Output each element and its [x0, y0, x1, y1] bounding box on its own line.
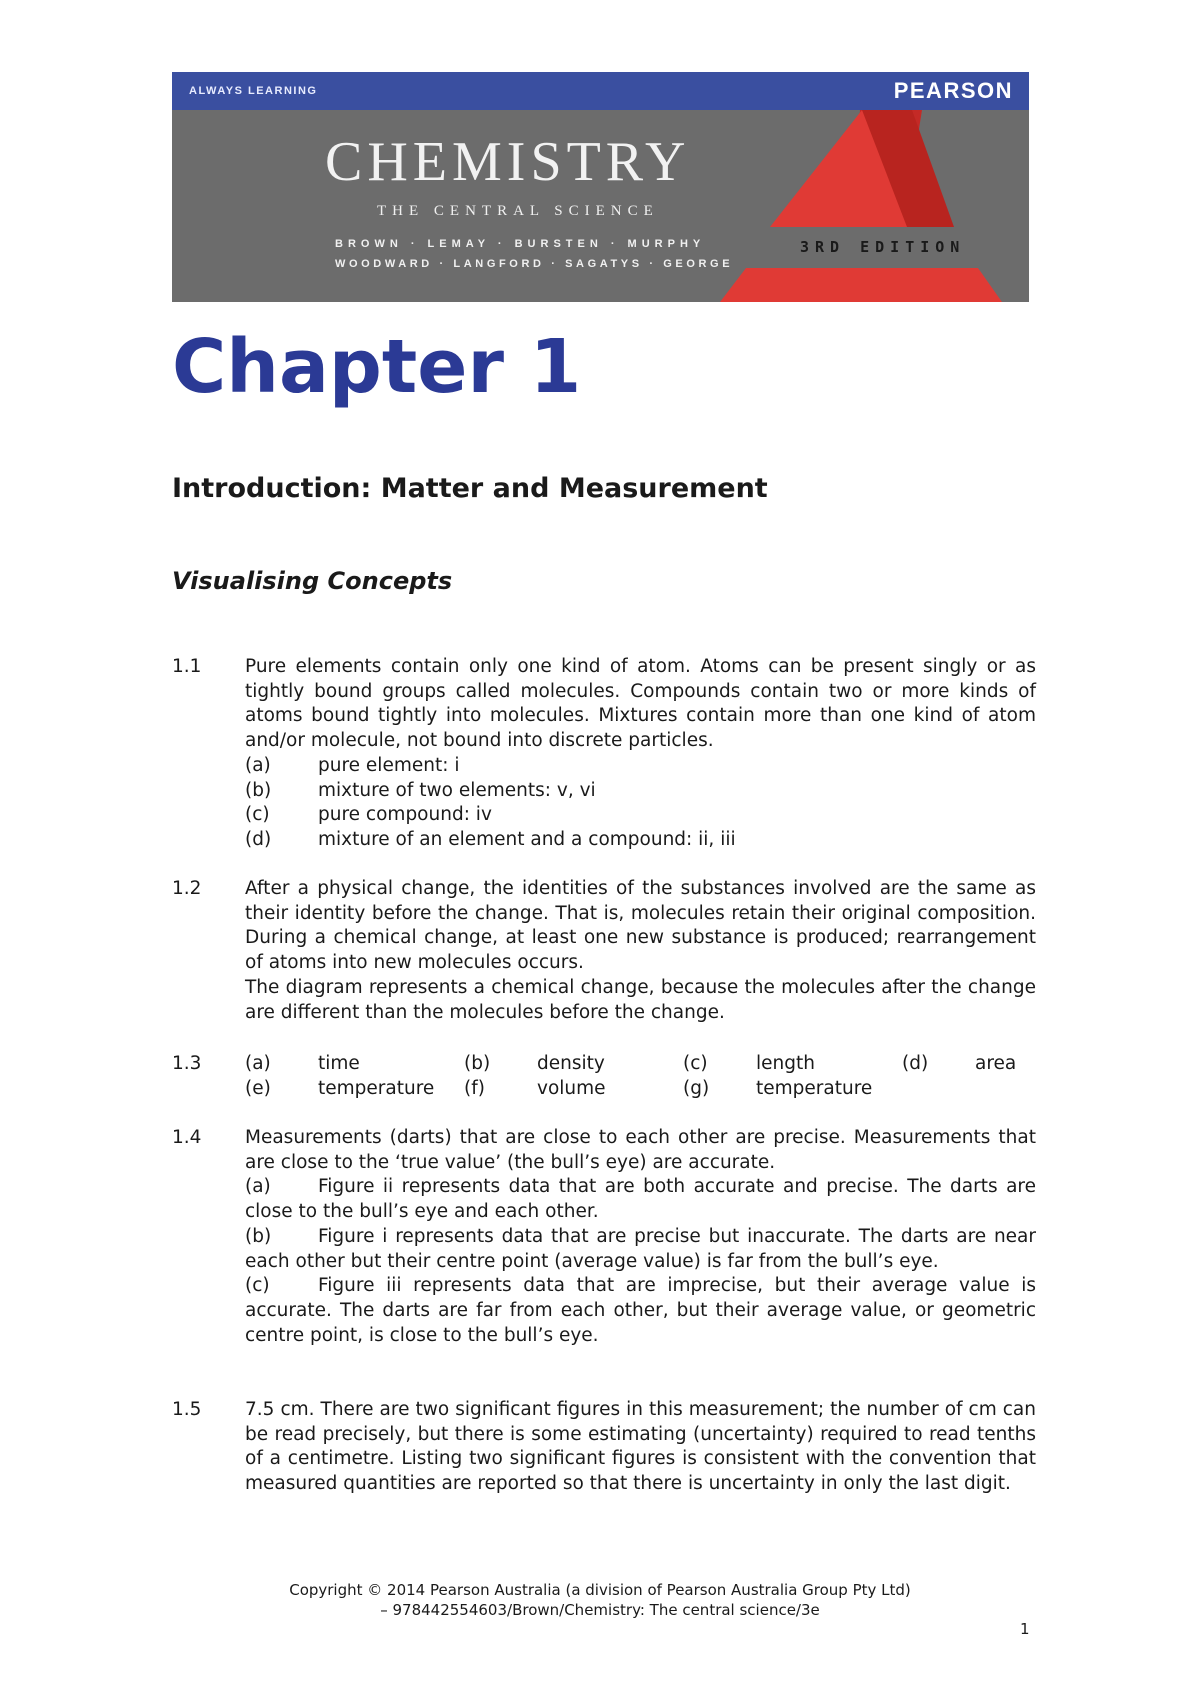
question-1-4	[172, 1126, 1036, 1348]
question-1-5	[172, 1398, 1036, 1497]
question-1-1	[172, 655, 1036, 853]
part-label: (e)	[245, 1077, 271, 1099]
part-text: pure element: i	[318, 754, 460, 776]
answer-text: Pure elements contain only one kind of atom. Atoms can be present singly or as tightly bound groups called molecules. Compounds contain two or more kinds of atoms bound tightly into molecules. Mixtures contain more than one kind of atom and/or molecule, not bound into discrete particles.	[245, 656, 1036, 752]
part-label: (g)	[683, 1077, 710, 1099]
answer-text: The diagram represents a chemical change, because the molecules after the change are different than the molecules before the change.	[245, 976, 1036, 1023]
question-1-3	[172, 1052, 1036, 1101]
authors-line-1: BROWN · LEMAY · BURSTEN · MURPHY	[335, 238, 706, 250]
answer-part	[245, 1274, 1036, 1348]
answer-part	[245, 803, 1036, 828]
part-label: (b)	[245, 779, 272, 801]
answer-part	[245, 754, 1036, 779]
part-text: Figure iii represents data that are imprecise, but their average value is accurate. The darts are far from each other, but their average value, or geometric centre point, is close to the bull’s eye.	[245, 1275, 1036, 1346]
part-label: (b)	[464, 1053, 491, 1074]
answer-text: Measurements (darts) that are close to each other are precise. Measurements that are close to the ‘true value’ (the bull’s eye) are accurate.	[245, 1127, 1036, 1173]
question-number: 1.1	[172, 656, 202, 677]
part-text: length	[756, 1053, 815, 1074]
answer-grid	[245, 1052, 1036, 1101]
part-text: mixture of two elements: v, vi	[318, 779, 596, 801]
part-label: (a)	[245, 754, 271, 776]
answer-part	[245, 1225, 1036, 1274]
book-title: CHEMISTRY	[325, 131, 691, 193]
part-label: (a)	[245, 1176, 271, 1198]
banner-tagline: ALWAYS LEARNING	[189, 85, 318, 97]
book-subtitle: THE CENTRAL SCIENCE	[377, 203, 659, 219]
answer-part	[245, 1175, 1036, 1224]
part-label: (d)	[245, 828, 272, 850]
footer-isbn: – 978442554603/Brown/Chemistry: The central science/3e	[380, 1601, 820, 1619]
part-text: area	[975, 1053, 1017, 1074]
part-text: mixture of an element and a compound: ii, iii	[318, 828, 736, 850]
part-label: (a)	[245, 1053, 271, 1074]
question-1-2	[172, 877, 1036, 1025]
answer-part	[245, 779, 1036, 804]
part-text: temperature	[318, 1077, 435, 1099]
answer-text: 7.5 cm. There are two significant figures in this measurement; the number of cm can be read precisely, but there is some estimating (uncertainty) required to read tenths of a centimetre. Listing two significant figures is consistent with the convention that measured quantities are reported so that there is uncertainty in only the last digit.	[245, 1399, 1036, 1495]
part-text: temperature	[756, 1077, 873, 1099]
part-text: time	[318, 1053, 360, 1074]
question-number: 1.5	[172, 1399, 202, 1420]
answer-part	[245, 828, 1036, 853]
part-text: volume	[537, 1077, 606, 1099]
answer-text: After a physical change, the identities of the substances involved are the same as their identity before the change. That is, molecules retain their original composition. During a chemical change, at least one new substance is produced; rearrangement of atoms into new molecules occurs.	[245, 878, 1036, 974]
edition-label: 3RD EDITION	[800, 238, 966, 256]
section-title: Visualising Concepts	[172, 567, 453, 595]
part-text: density	[537, 1053, 605, 1074]
part-text: Figure i represents data that are precise but inaccurate. The darts are near each other but their centre point (average value) is far from the bull’s eye.	[245, 1225, 1036, 1272]
footer-copyright: Copyright © 2014 Pearson Australia (a division of Pearson Australia Group Pty Ltd)	[289, 1581, 911, 1599]
part-label: (b)	[245, 1225, 272, 1247]
question-number: 1.3	[172, 1053, 202, 1074]
chapter-subtitle: Introduction: Matter and Measurement	[172, 473, 768, 504]
part-label: (d)	[902, 1053, 929, 1074]
question-number: 1.4	[172, 1127, 202, 1148]
book-cover-banner	[172, 72, 1029, 302]
part-label: (c)	[245, 804, 270, 826]
part-label: (c)	[683, 1053, 708, 1074]
chapter-title: Chapter 1	[172, 324, 582, 410]
part-text: Figure ii represents data that are both accurate and precise. The darts are close to the bull’s eye and each other.	[245, 1176, 1036, 1223]
authors-line-2: WOODWARD · LANGFORD · SAGATYS · GEORGE	[335, 258, 734, 270]
page-number: 1	[1020, 1620, 1030, 1638]
part-label: (f)	[464, 1077, 485, 1099]
publisher-logo: PEARSON	[893, 78, 1013, 103]
question-number: 1.2	[172, 878, 202, 899]
part-text: pure compound: iv	[318, 804, 492, 826]
part-label: (c)	[245, 1275, 270, 1297]
